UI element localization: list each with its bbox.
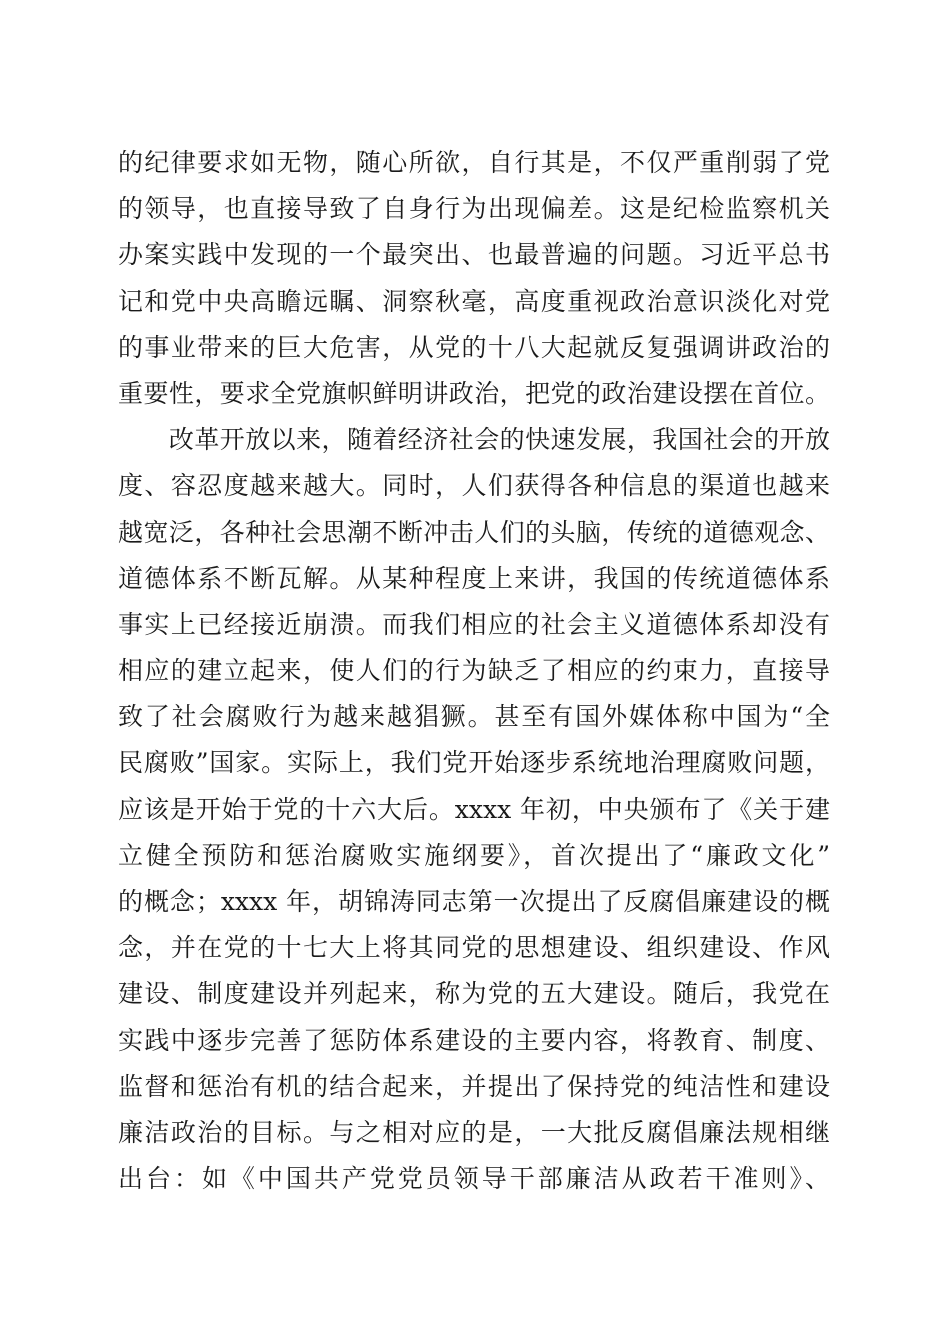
text-line: 越宽泛，各种社会思潮不断冲击人们的头脑，传统的道德观念、	[118, 517, 830, 547]
text-line: 记和党中央高瞻远瞩、洞察秋毫，高度重视政治意识淡化对党	[118, 286, 830, 316]
text-line: 办案实践中发现的一个最突出、也最普遍的问题。习近平总书	[118, 240, 830, 270]
paragraph-1	[118, 140, 830, 417]
text-line: 的事业带来的巨大危害，从党的十八大起就反复强调讲政治的	[118, 332, 830, 362]
text-line: 廉洁政治的目标。与之相对应的是，一大批反腐倡廉法规相继	[118, 1117, 830, 1147]
text-line: 监督和惩治有机的结合起来，并提出了保持党的纯洁性和建设	[118, 1071, 830, 1101]
text-line: 的领导，也直接导致了自身行为出现偏差。这是纪检监察机关	[118, 194, 830, 224]
text-line: 改革开放以来，随着经济社会的快速发展，我国社会的开放	[118, 425, 830, 455]
text-line: 度、容忍度越来越大。同时，人们获得各种信息的渠道也越来	[118, 471, 830, 501]
text-line: 相应的建立起来，使人们的行为缺乏了相应的约束力，直接导	[118, 656, 830, 686]
text-line: 建设、制度建设并列起来，称为党的五大建设。随后，我党在	[118, 979, 830, 1009]
text-line: 民腐败”国家。实际上，我们党开始逐步系统地治理腐败问题，	[118, 748, 830, 778]
text-line: 出台：如《中国共产党党员领导干部廉洁从政若干准则》、	[118, 1164, 830, 1194]
text-line: 立健全预防和惩治腐败实施纲要》，首次提出了“廉政文化”	[118, 840, 830, 870]
text-line: 重要性，要求全党旗帜鲜明讲政治，把党的政治建设摆在首位。	[118, 378, 830, 408]
paragraph-2	[118, 417, 830, 1202]
text-line: 实践中逐步完善了惩防体系建设的主要内容，将教育、制度、	[118, 1025, 830, 1055]
text-line: 的概念；xxxx 年，胡锦涛同志第一次提出了反腐倡廉建设的概	[118, 887, 830, 916]
text-line: 念，并在党的十七大上将其同党的思想建设、组织建设、作风	[118, 933, 830, 963]
body-text	[118, 140, 830, 1202]
text-line: 致了社会腐败行为越来越猖獗。甚至有国外媒体称中国为“全	[118, 702, 830, 732]
text-line: 道德体系不断瓦解。从某种程度上来讲，我国的传统道德体系	[118, 563, 830, 593]
text-line: 应该是开始于党的十六大后。xxxx 年初，中央颁布了《关于建	[118, 794, 830, 824]
text-line: 事实上已经接近崩溃。而我们相应的社会主义道德体系却没有	[118, 609, 830, 639]
text-line: 的纪律要求如无物，随心所欲，自行其是，不仅严重削弱了党	[118, 148, 830, 177]
